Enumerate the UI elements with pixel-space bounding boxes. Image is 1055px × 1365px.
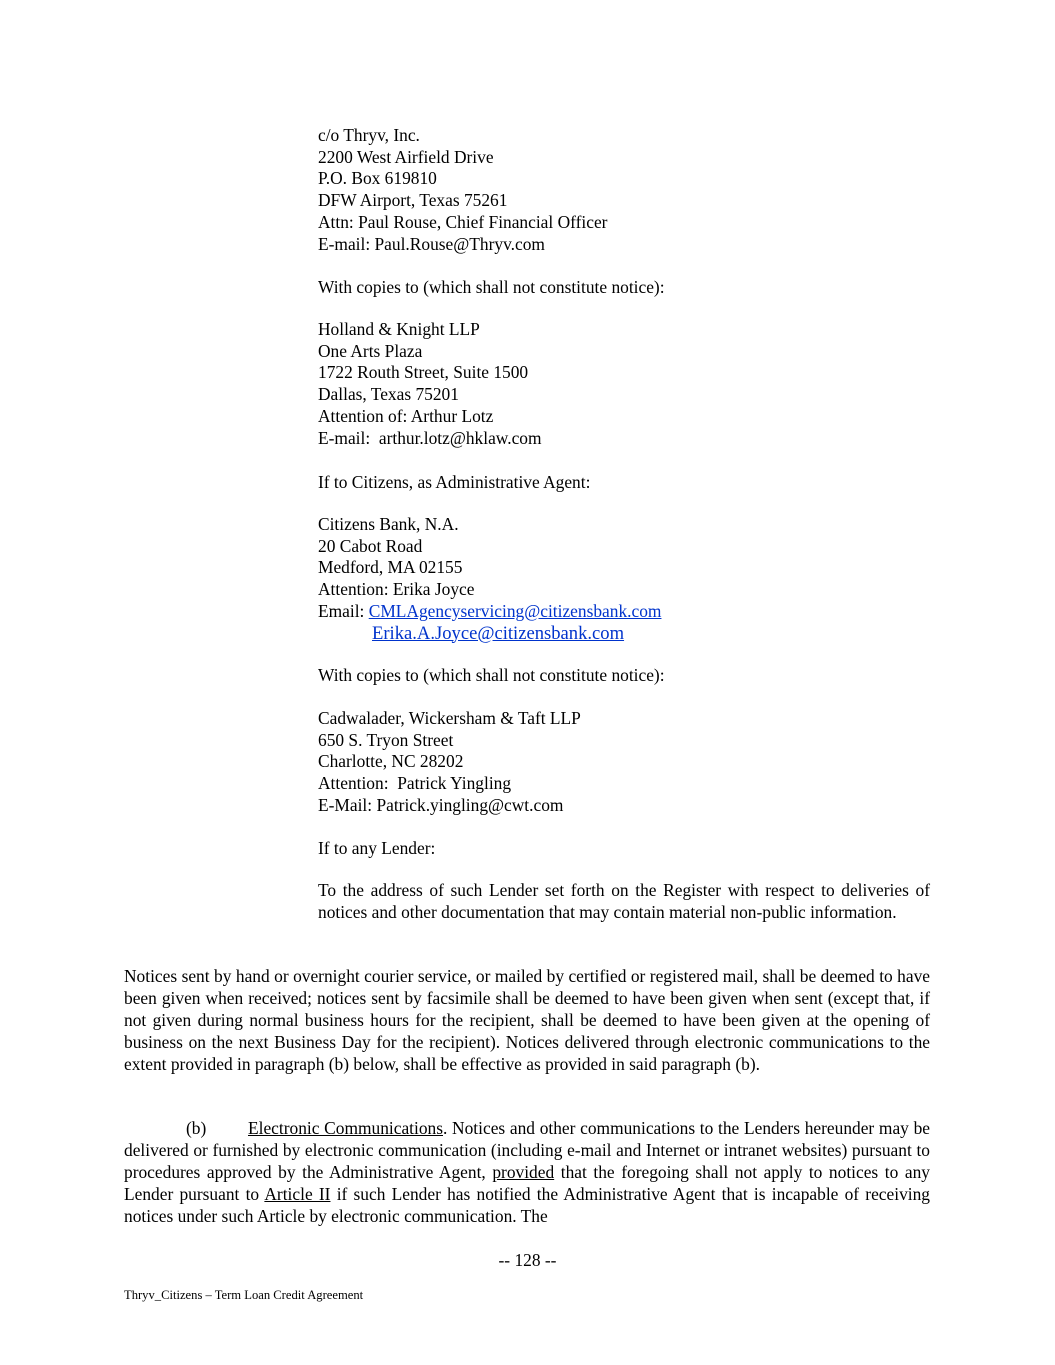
lender-intro-text: If to any Lender: xyxy=(318,838,436,858)
document-footer: Thryv_Citizens – Term Loan Credit Agreement xyxy=(124,1288,364,1302)
address-line: 1722 Routh Street, Suite 1500 xyxy=(318,362,529,383)
section-b-heading: Electronic Communications xyxy=(248,1118,443,1138)
borrower-address xyxy=(318,125,930,255)
agent-email-line xyxy=(318,601,930,623)
address-line: 2200 West Airfield Drive xyxy=(318,146,494,167)
borrower-copies-address xyxy=(318,319,930,449)
page-number: -- 128 -- xyxy=(498,1250,557,1270)
address-line: Medford, MA 02155 xyxy=(318,557,463,578)
address-line: Citizens Bank, N.A. xyxy=(318,514,459,534)
agent-copies-intro xyxy=(318,665,930,687)
address-line: Attention: Patrick Yingling xyxy=(318,773,512,794)
address-line: Attn: Paul Rouse, Chief Financial Officer xyxy=(318,211,608,232)
agent-email-link-1[interactable]: CMLAgencyservicing@citizensbank.com xyxy=(368,600,662,621)
address-line: E-Mail: Patrick.yingling@cwt.com xyxy=(318,794,564,815)
lender-text: To the address of such Lender set forth on the Register with respect to deliveries of notices and other documentation that may contain material non-public information. xyxy=(318,880,930,922)
address-line: E-mail: arthur.lotz@hklaw.com xyxy=(318,427,542,448)
address-line: c/o Thryv, Inc. xyxy=(318,125,420,145)
lender-intro xyxy=(318,838,930,860)
copies-intro: With copies to (which shall not constitute notice): xyxy=(318,277,665,297)
agent-email-line-2 xyxy=(318,623,930,645)
section-b-text-2: that the foregoing shall not apply to notices to any Lender pursuant to xyxy=(124,1161,930,1204)
agent-intro-text: If to Citizens, as Administrative Agent: xyxy=(318,472,591,492)
address-line: Cadwalader, Wickersham & Taft LLP xyxy=(318,708,581,728)
address-line: Attention: Erika Joyce xyxy=(318,579,475,600)
section-b-text-3: if such Lender has notified the Administrative Agent that is incapable of receiving notices under such Article by electronic communication. The xyxy=(124,1183,930,1226)
address-line: Dallas, Texas 75201 xyxy=(318,384,459,405)
borrower-copies-intro xyxy=(318,277,930,299)
copies-intro: With copies to (which shall not constitute notice): xyxy=(318,665,665,685)
address-line: 20 Cabot Road xyxy=(318,535,423,556)
address-line: Attention of: Arthur Lotz xyxy=(318,405,494,426)
address-line: DFW Airport, Texas 75261 xyxy=(318,190,508,211)
section-b-text-1: . Notices and other communications to the Lenders hereunder may be delivered or furnished by electronic communication (including e-mail and Internet or intranet websites) pursuant to procedures approved by the Administrative Agent, xyxy=(124,1118,930,1182)
address-line: Holland & Knight LLP xyxy=(318,319,480,339)
agent-address xyxy=(318,514,930,644)
notices-paragraph: Notices sent by hand or overnight courier service, or mailed by certified or registered mail, shall be deemed to have been given when received; notices sent by facsimile shall be deemed to have been given when sent (except that, if not given during normal business hours for the recipient, shall be deemed to have been given at the opening of business on the next Business Day for the recipient). Notices delivered through electronic communications to the extent provided in paragraph (b) below, shall be effective as provided in said paragraph (b). xyxy=(124,966,930,1074)
email-label: Email: xyxy=(318,600,369,621)
article-ii-reference: Article II xyxy=(264,1183,331,1204)
provided-term: provided xyxy=(492,1161,555,1182)
address-line: 650 S. Tryon Street xyxy=(318,729,454,750)
section-b-label: (b) xyxy=(186,1118,207,1138)
address-line: P.O. Box 619810 xyxy=(318,168,437,189)
address-line: One Arts Plaza xyxy=(318,340,423,361)
agent-email-link-2[interactable]: Erika.A.Joyce@citizensbank.com xyxy=(372,622,625,644)
address-line: E-mail: Paul.Rouse@Thryv.com xyxy=(318,233,545,254)
agent-copies-address xyxy=(318,708,930,817)
agent-intro xyxy=(318,472,930,494)
section-b-paragraph xyxy=(124,1118,930,1228)
address-line: Charlotte, NC 28202 xyxy=(318,751,464,772)
